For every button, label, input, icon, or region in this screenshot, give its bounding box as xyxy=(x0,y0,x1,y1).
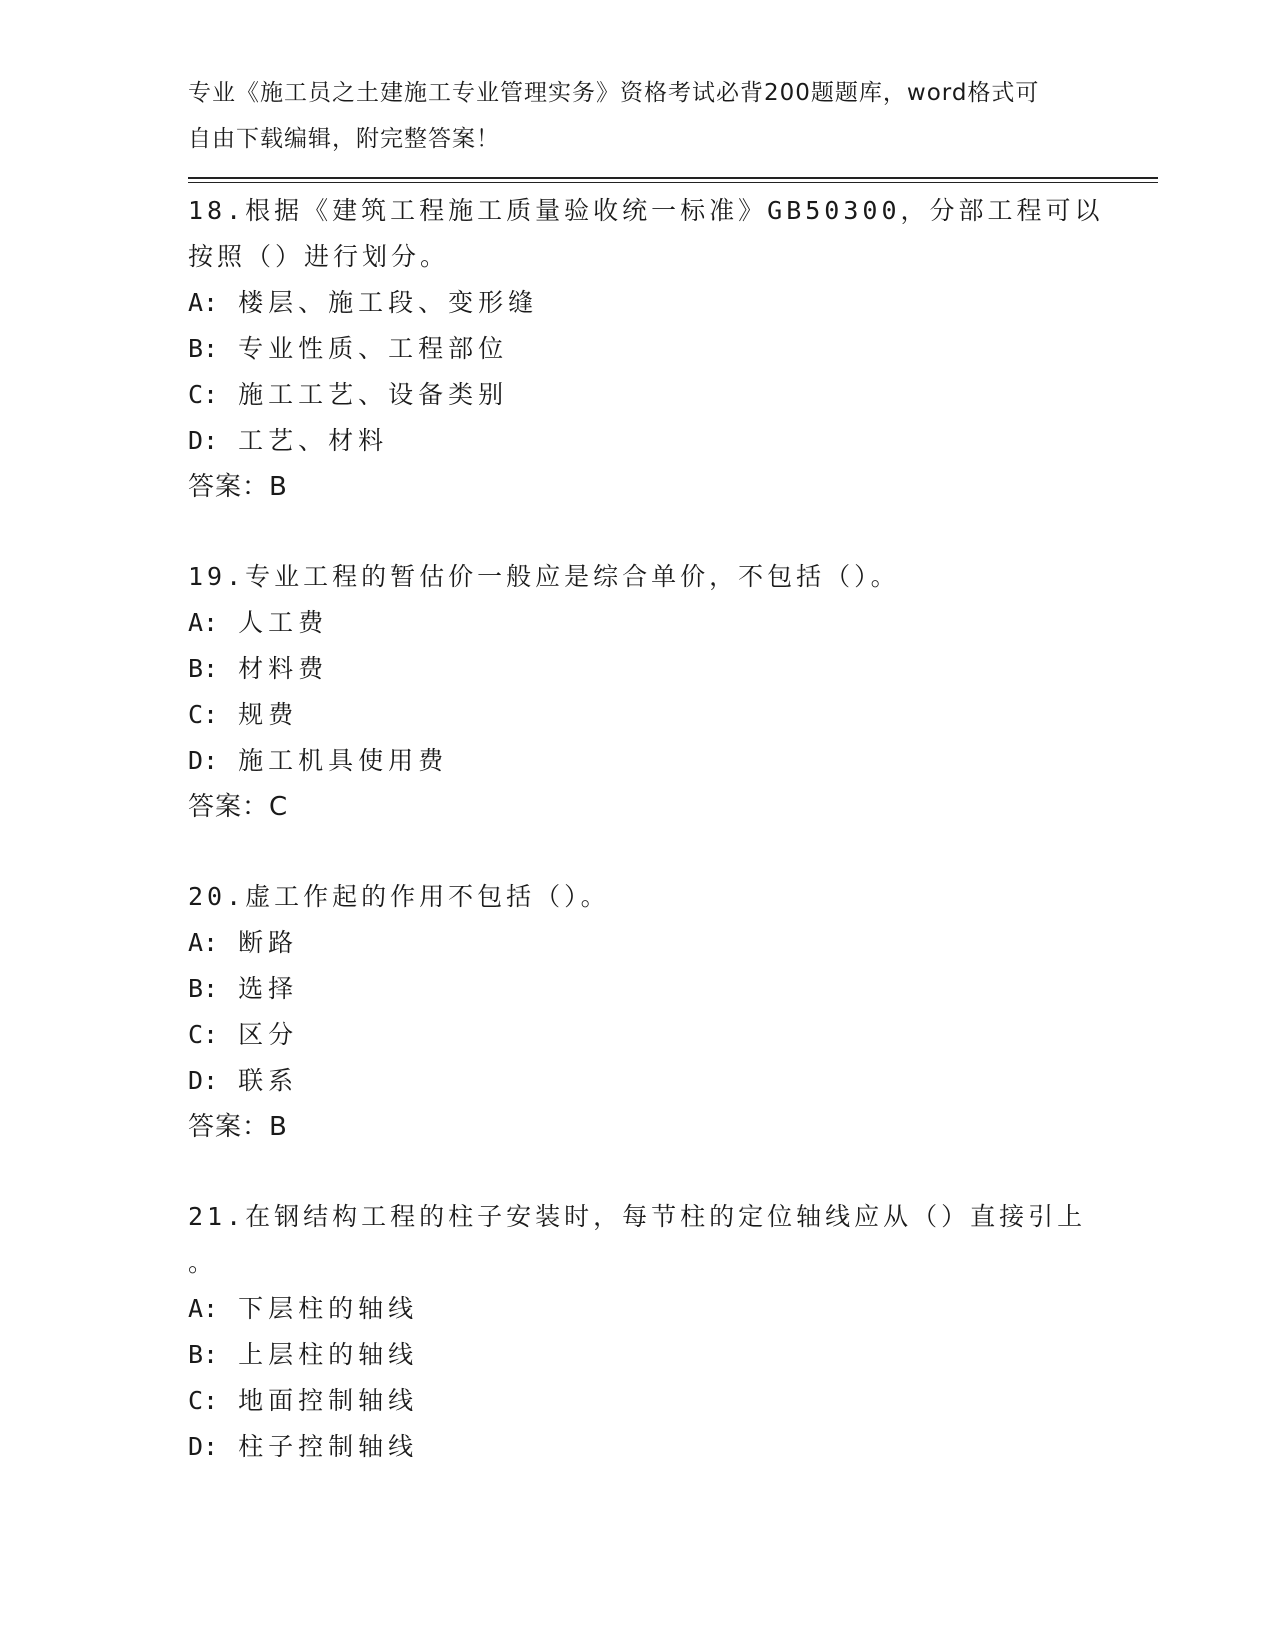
option-text: 断路 xyxy=(238,928,299,957)
question-list xyxy=(188,188,1104,1470)
option-text: 地面控制轴线 xyxy=(238,1386,419,1415)
option-key: C: xyxy=(188,380,219,409)
option-text: 楼层、施工段、变形缝 xyxy=(238,288,539,317)
option-text: 上层柱的轴线 xyxy=(238,1340,419,1369)
option-key: B: xyxy=(188,974,219,1003)
option-b xyxy=(188,646,1088,692)
option-b xyxy=(188,326,1088,372)
option-b xyxy=(188,966,1088,1012)
question-text: 按照（）进行划分。 xyxy=(188,242,450,271)
question-text: 21.在钢结构工程的柱子安装时，每节柱的定位轴线应从（）直接引上 xyxy=(188,1202,1087,1231)
option-a xyxy=(188,280,1088,326)
answer-text: 答案：B xyxy=(188,1112,288,1142)
question-text: 18.根据《建筑工程施工质量验收统一标准》GB50300，分部工程可以 xyxy=(188,196,1104,225)
option-text: 规费 xyxy=(238,700,299,729)
option-key: B: xyxy=(188,1340,219,1369)
option-text: 材料费 xyxy=(238,654,329,683)
question-20 xyxy=(188,874,1088,1150)
question-18 xyxy=(188,188,1104,510)
header-line: 专业《施工员之土建施工专业管理实务》资格考试必背200题题库，word格式可 xyxy=(188,80,1040,106)
option-key: A: xyxy=(188,608,219,637)
question-text: 19.专业工程的暂估价一般应是综合单价，不包括（）。 xyxy=(188,562,900,591)
option-key: C: xyxy=(188,1020,219,1049)
option-text: 人工费 xyxy=(238,608,329,637)
option-key: D: xyxy=(188,1066,219,1095)
answer-text: 答案：C xyxy=(188,792,289,822)
answer-text: 答案：B xyxy=(188,472,288,502)
option-a xyxy=(188,600,1088,646)
option-key: A: xyxy=(188,1294,219,1323)
option-text: 施工机具使用费 xyxy=(238,746,449,775)
option-key: D: xyxy=(188,1432,219,1461)
option-key: B: xyxy=(188,334,219,363)
question-21 xyxy=(188,1194,1088,1470)
option-text: 联系 xyxy=(238,1066,299,1095)
option-d xyxy=(188,1058,1088,1104)
option-text: 选择 xyxy=(238,974,299,1003)
option-text: 下层柱的轴线 xyxy=(238,1294,419,1323)
option-key: D: xyxy=(188,426,219,455)
option-d xyxy=(188,738,1088,784)
option-key: C: xyxy=(188,700,219,729)
option-key: B: xyxy=(188,654,219,683)
question-text: 20.虚工作起的作用不包括（）。 xyxy=(188,882,610,911)
option-text: 工艺、材料 xyxy=(238,426,389,455)
option-c xyxy=(188,692,1088,738)
option-key: A: xyxy=(188,288,219,317)
option-c xyxy=(188,1012,1088,1058)
header-divider xyxy=(188,177,1158,179)
header-line: 自由下载编辑，附完整答案！ xyxy=(188,126,500,152)
option-c xyxy=(188,1378,1088,1424)
option-text: 区分 xyxy=(238,1020,299,1049)
question-text: 。 xyxy=(188,1248,218,1277)
option-a xyxy=(188,920,1088,966)
option-d xyxy=(188,1424,1088,1470)
option-key: C: xyxy=(188,1386,219,1415)
option-key: D: xyxy=(188,746,219,775)
option-b xyxy=(188,1332,1088,1378)
option-key: A: xyxy=(188,928,219,957)
option-text: 专业性质、工程部位 xyxy=(238,334,509,363)
option-a xyxy=(188,1286,1088,1332)
question-19 xyxy=(188,554,1088,830)
option-d xyxy=(188,418,1088,464)
document-header xyxy=(188,70,1068,162)
option-c xyxy=(188,372,1088,418)
option-text: 柱子控制轴线 xyxy=(238,1432,419,1461)
option-text: 施工工艺、设备类别 xyxy=(238,380,509,409)
header-divider xyxy=(188,182,1158,183)
